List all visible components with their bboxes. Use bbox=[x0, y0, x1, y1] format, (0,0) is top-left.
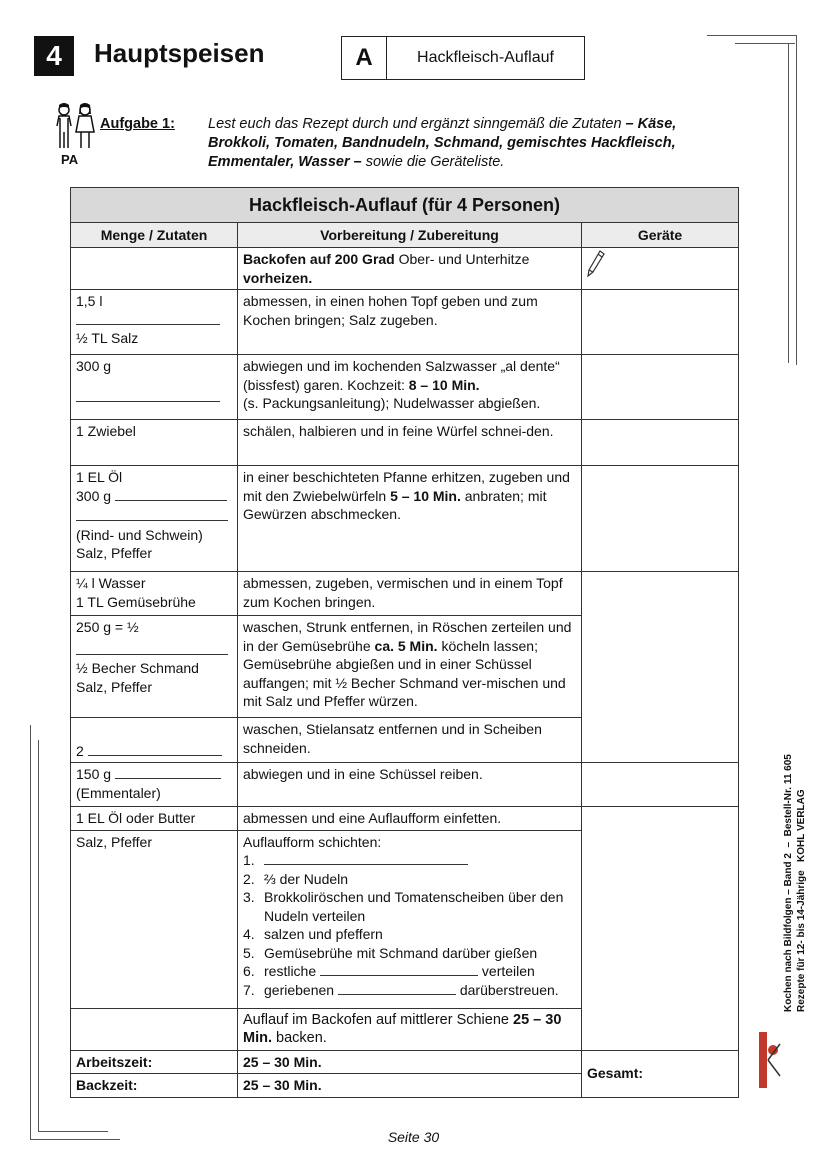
step-text: salzen und pfeffern bbox=[264, 926, 383, 942]
pa-label: PA bbox=[61, 152, 79, 167]
preparation-cell bbox=[238, 355, 582, 420]
step-text: darüberstreuen. bbox=[455, 981, 559, 998]
ingredient-text: ½ TL Salz bbox=[76, 330, 139, 346]
step-number: 1. bbox=[243, 852, 255, 868]
step-text: geriebenen bbox=[264, 981, 338, 998]
preparation-cell bbox=[238, 1008, 582, 1050]
total-cell[interactable] bbox=[582, 1050, 739, 1097]
prep-text: abwiegen und im kochenden Salzwasser „al dente“ (bissfest) garen. Kochzeit: bbox=[243, 358, 560, 393]
table-row bbox=[71, 420, 739, 466]
preparation-cell bbox=[238, 466, 582, 572]
pencil-icon bbox=[587, 250, 605, 278]
ingredient-amount: 2 bbox=[76, 742, 84, 759]
prep-text: (s. Packungsanleitung); Nudelwasser abgießen. bbox=[243, 395, 541, 411]
preparation-cell: abwiegen und in eine Schüssel reiben. bbox=[238, 763, 582, 807]
preparation-cell: schälen, halbieren und in feine Würfel schnei-den. bbox=[238, 420, 582, 466]
table-header-row bbox=[71, 223, 739, 248]
equipment-cell[interactable] bbox=[582, 807, 739, 1051]
table-row bbox=[71, 807, 739, 831]
ingredient-amount: 300 g bbox=[76, 358, 112, 374]
ingredient-amount: 150 g bbox=[76, 766, 112, 782]
ingredient-text: ½ Becher Schmand bbox=[76, 660, 199, 676]
prep-text: waschen, Strunk entfernen, in Röschen zerteilen und in der Gemüsebrühe bbox=[243, 619, 572, 654]
ingredient-text: 1 TL Gemüsebrühe bbox=[76, 593, 196, 610]
chapter-title: Hauptspeisen bbox=[94, 38, 265, 68]
ingredient-blank[interactable] bbox=[76, 507, 228, 521]
table-title-row bbox=[71, 188, 739, 223]
prep-bold: 8 – 10 Min. bbox=[408, 376, 480, 393]
side-series-title: Kochen nach Bildfolgen – Band 2 bbox=[783, 853, 794, 1012]
prep-text: Ober- und Unterhitze bbox=[394, 251, 530, 267]
preparation-cell: waschen, Stielansatz entfernen und in Scheiben schneiden. bbox=[238, 718, 582, 763]
ingredient-blank[interactable] bbox=[76, 311, 220, 325]
prep-text: backen. bbox=[272, 1030, 327, 1046]
ingredient-cell bbox=[71, 290, 238, 355]
ingredient-cell bbox=[71, 718, 238, 763]
list-item bbox=[243, 888, 576, 925]
table-row bbox=[71, 355, 739, 420]
side-subtitle: Rezepte für 12- bis 14-Jährige bbox=[796, 870, 807, 1012]
step-number: 5. bbox=[243, 944, 255, 961]
prep-bold: Backofen auf 200 Grad bbox=[243, 251, 395, 267]
prep-heading: Auflaufform schichten: bbox=[243, 833, 382, 850]
ingredient-cell bbox=[71, 355, 238, 420]
preparation-cell: abmessen und eine Auflaufform einfetten. bbox=[238, 807, 582, 831]
side-order-number: Bestell-Nr. 11 605 bbox=[783, 754, 794, 837]
preparation-cell bbox=[238, 830, 582, 1008]
table-row bbox=[71, 248, 739, 290]
recipe-letter: A bbox=[342, 37, 387, 79]
list-item bbox=[243, 944, 576, 963]
frame-line-top-right-inner bbox=[735, 43, 795, 44]
frame-line-right-inner bbox=[788, 43, 789, 363]
ingredient-text: 1 EL Öl bbox=[76, 469, 123, 485]
equipment-cell[interactable] bbox=[582, 420, 739, 466]
step-number: 2. bbox=[243, 870, 255, 887]
table-row bbox=[71, 1050, 739, 1074]
step-blank[interactable] bbox=[264, 851, 468, 865]
task-text bbox=[208, 115, 708, 172]
column-header-preparation: Vorbereitung / Zubereitung bbox=[238, 223, 582, 248]
ingredient-cell: Salz, Pfeffer bbox=[71, 830, 238, 1008]
list-item bbox=[243, 925, 576, 944]
step-text: ⅔ der Nudeln bbox=[264, 870, 349, 887]
frame-line-left bbox=[30, 725, 31, 1140]
step-text: Brokkoliröschen und Tomatenscheiben über den Nudeln verteilen bbox=[264, 889, 564, 924]
ingredient-text: Salz, Pfeffer bbox=[76, 678, 153, 695]
ingredient-cell bbox=[71, 572, 238, 616]
step-text: restliche bbox=[264, 963, 321, 979]
bake-time-label: Backzeit: bbox=[71, 1074, 238, 1098]
prep-text: Auflauf im Backofen auf mittlerer Schiene bbox=[243, 1011, 513, 1028]
prep-text: köcheln lassen; Gemüsebrühe abgießen und in einer Schüssel auffangen; mit ½ Becher Schmand ver-mischen und mit Salz und Pfeffer würzen. bbox=[243, 637, 566, 709]
step-text: Gemüsebrühe mit Schmand darüber gießen bbox=[264, 944, 538, 961]
preparation-cell bbox=[238, 248, 582, 290]
step-number: 4. bbox=[243, 926, 255, 942]
prep-text: anbraten; mit Gewürzen abschmecken. bbox=[243, 487, 547, 522]
preparation-cell: abmessen, zugeben, vermischen und in einem Topf zum Kochen bringen. bbox=[238, 572, 582, 616]
column-header-equipment: Geräte bbox=[582, 223, 739, 248]
frame-line-right bbox=[796, 35, 797, 365]
prep-bold: vorheizen. bbox=[243, 269, 313, 286]
publisher-logo-icon bbox=[756, 1030, 782, 1090]
side-publisher: KOHL VERLAG bbox=[796, 789, 807, 862]
frame-line-left-inner bbox=[38, 740, 39, 1132]
ingredient-cell: 1 Zwiebel bbox=[71, 420, 238, 466]
equipment-cell[interactable] bbox=[582, 290, 739, 355]
ingredient-cell bbox=[71, 466, 238, 572]
layer-steps bbox=[243, 851, 576, 999]
ingredient-blank[interactable] bbox=[88, 742, 222, 756]
table-row bbox=[71, 466, 739, 572]
ingredient-cell: 1 EL Öl oder Butter bbox=[71, 807, 238, 831]
ingredient-text: (Emmentaler) bbox=[76, 784, 161, 801]
equipment-cell[interactable] bbox=[582, 355, 739, 420]
step-number: 7. bbox=[243, 981, 255, 998]
prep-text: in einer beschichteten Pfanne erhitzen, zugeben und mit den Zwiebelwürfeln bbox=[243, 469, 570, 504]
table-title: Hackfleisch-Auflauf (für 4 Personen) bbox=[71, 188, 739, 223]
ingredient-blank[interactable] bbox=[76, 388, 220, 402]
ingredient-text: (Rind- und Schwein) bbox=[76, 526, 203, 543]
ingredient-cell bbox=[71, 248, 238, 290]
ingredient-text: Salz, Pfeffer bbox=[76, 545, 153, 561]
equipment-cell[interactable] bbox=[582, 466, 739, 572]
step-text: verteilen bbox=[478, 963, 535, 979]
ingredient-blank[interactable] bbox=[115, 765, 221, 779]
prep-bold: ca. 5 Min. bbox=[374, 637, 438, 654]
bake-time-value: 25 – 30 Min. bbox=[238, 1074, 582, 1098]
preparation-cell bbox=[238, 616, 582, 718]
page-number: Seite 30 bbox=[387, 1129, 440, 1145]
ingredient-amount: 300 g bbox=[76, 487, 112, 504]
ingredient-cell bbox=[71, 763, 238, 807]
ingredient-amount: 1,5 l bbox=[76, 293, 103, 309]
equipment-cell[interactable] bbox=[582, 572, 739, 763]
equipment-cell[interactable] bbox=[582, 248, 739, 290]
ingredient-text: ¼ l Wasser bbox=[76, 575, 146, 591]
table-row bbox=[71, 763, 739, 807]
recipe-box bbox=[341, 36, 585, 80]
frame-line-top-right bbox=[707, 35, 797, 36]
work-time-value: 25 – 30 Min. bbox=[238, 1050, 582, 1074]
step-number: 3. bbox=[243, 889, 255, 905]
chapter-number: 4 bbox=[34, 36, 74, 76]
step-number: 6. bbox=[243, 963, 255, 979]
preparation-cell: abmessen, in einen hohen Topf geben und zum Kochen bringen; Salz zugeben. bbox=[238, 290, 582, 355]
list-item bbox=[243, 962, 576, 981]
list-item bbox=[243, 870, 576, 889]
ingredient-amount: 250 g = ½ bbox=[76, 619, 139, 635]
list-item bbox=[243, 851, 576, 870]
list-item bbox=[243, 981, 576, 1000]
table-row bbox=[71, 290, 739, 355]
total-label: Gesamt: bbox=[587, 1065, 644, 1082]
task-text-ingredients: – Käse, Brokkoli, Tomaten, Bandnudeln, Schmand, gemischtes Hackfleisch, Emmentaler, Wasser – bbox=[208, 116, 677, 170]
recipe-table bbox=[70, 187, 739, 1098]
work-time-label: Arbeitszeit: bbox=[71, 1050, 238, 1074]
partner-work-icon bbox=[52, 102, 98, 150]
prep-bold: 5 – 10 Min. bbox=[390, 487, 461, 504]
task-label: Aufgabe 1: bbox=[100, 116, 175, 132]
ingredient-cell bbox=[71, 616, 238, 718]
task-text-intro: Lest euch das Rezept durch und ergänzt sinngemäß die Zutaten bbox=[208, 116, 622, 132]
step-blank[interactable] bbox=[320, 962, 478, 976]
step-blank[interactable] bbox=[338, 981, 456, 995]
equipment-cell[interactable] bbox=[582, 763, 739, 807]
column-header-ingredients: Menge / Zutaten bbox=[71, 223, 238, 248]
ingredient-cell bbox=[71, 1008, 238, 1050]
recipe-name: Hackfleisch-Auflauf bbox=[417, 49, 554, 66]
side-publication-text: Kochen nach Bildfolgen – Band 2 – Bestell-Nr. 11 605 Rezepte für 12- bis 14-Jährige KOHL VERLAG bbox=[783, 754, 807, 1012]
prep-bold: 25 – 30 Min. bbox=[243, 1011, 562, 1046]
ingredient-blank[interactable] bbox=[115, 487, 227, 501]
task-text-outro: sowie die Geräteliste. bbox=[361, 154, 505, 170]
ingredient-blank[interactable] bbox=[76, 641, 228, 655]
table-row bbox=[71, 572, 739, 616]
